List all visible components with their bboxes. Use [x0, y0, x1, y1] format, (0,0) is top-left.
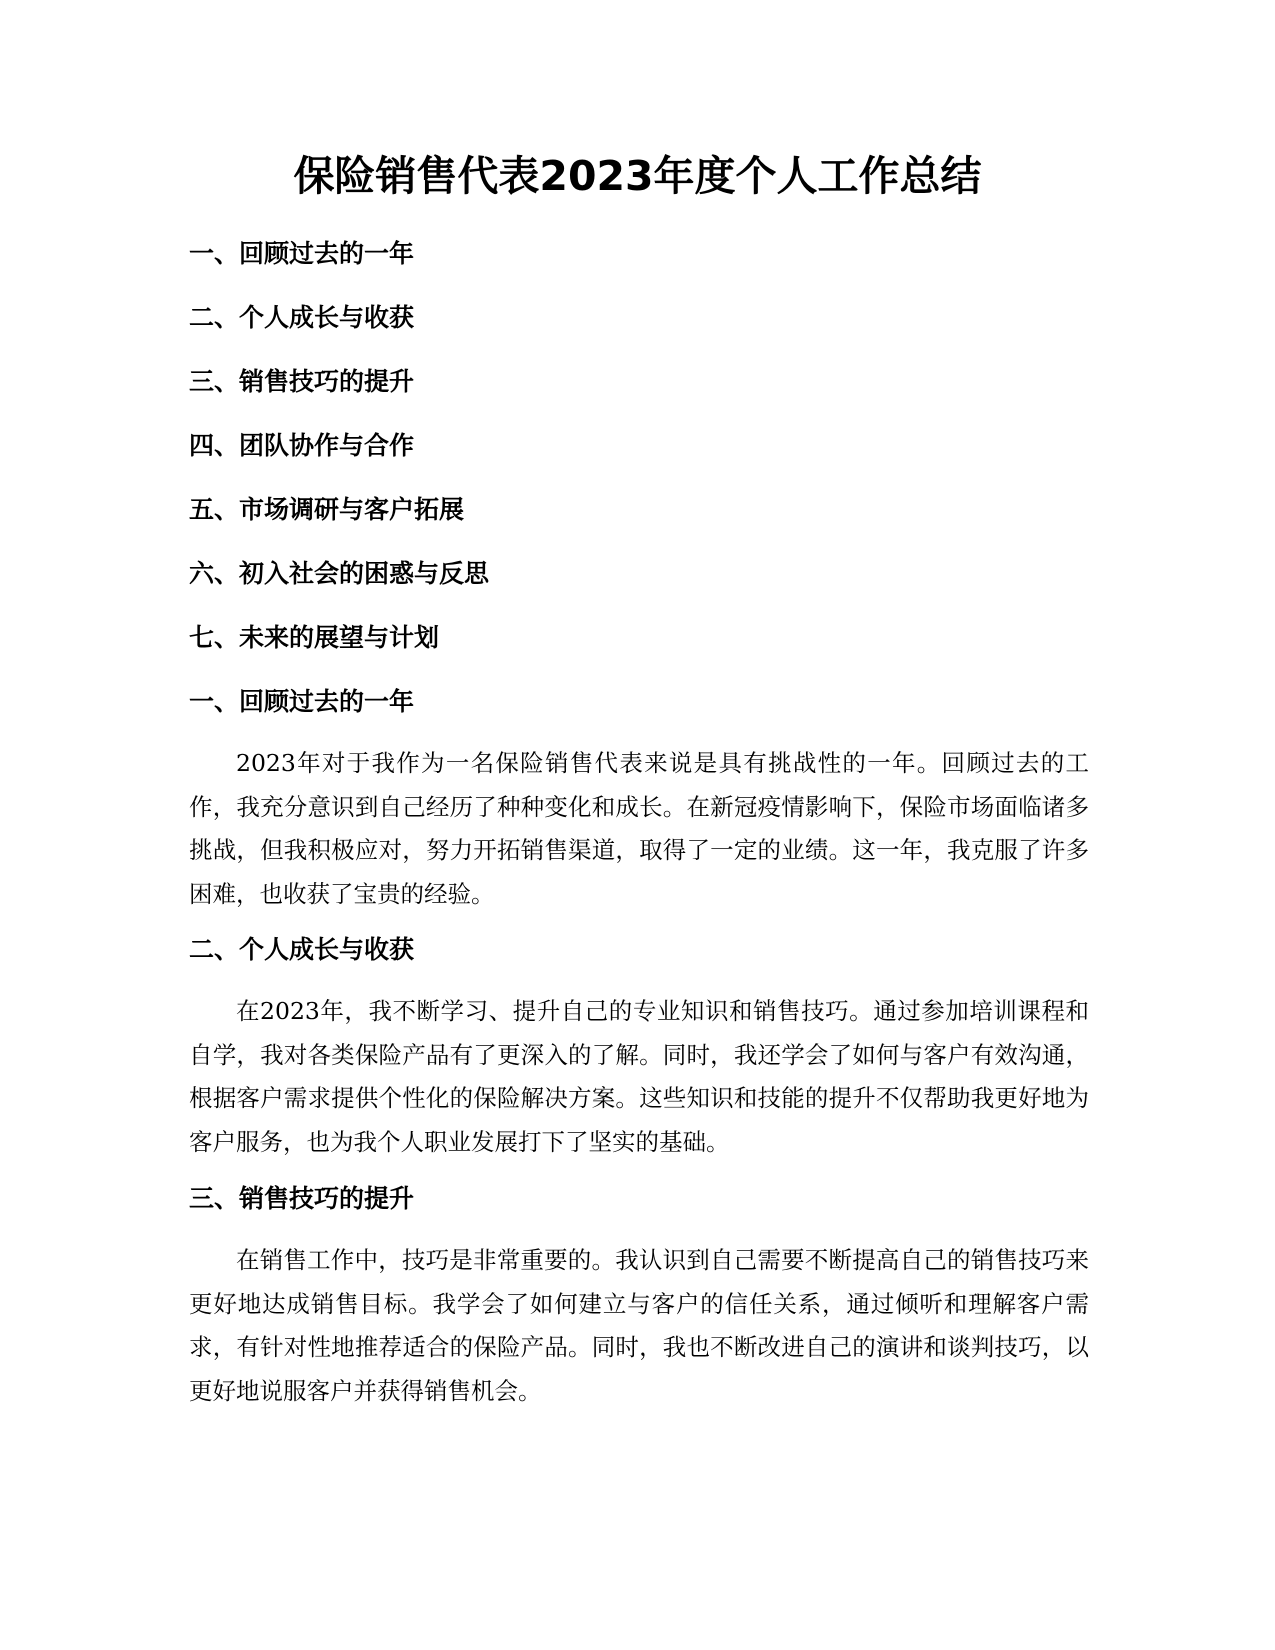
section-body-2: 在2023年，我不断学习、提升自己的专业知识和销售技巧。通过参加培训课程和自学，我对各类保险产品有了更深入的了解。同时，我还学会了如何与客户有效沟通，根据客户需求提供个性化的保险解决方案。这些知识和技能的提升不仅帮助我更好地为客户服务，也为我个人职业发展打下了坚实的基础。 [189, 997, 1089, 1156]
toc-item-5: 五、市场调研与客户拓展 [189, 495, 465, 524]
toc-item-6: 六、初入社会的困惑与反思 [189, 559, 490, 588]
section-body-1: 2023年对于我作为一名保险销售代表来说是具有挑战性的一年。回顾过去的工作，我充分意识到自己经历了种种变化和成长。在新冠疫情影响下，保险市场面临诸多挑战，但我积极应对，努力开拓销售渠道，取得了一定的业绩。这一年，我克服了许多困难，也收获了宝贵的经验。 [189, 749, 1089, 908]
section-heading-2: 二、个人成长与收获 [189, 935, 415, 964]
toc-item-7: 七、未来的展望与计划 [189, 623, 440, 652]
section-body-3: 在销售工作中，技巧是非常重要的。我认识到自己需要不断提高自己的销售技巧来更好地达成销售目标。我学会了如何建立与客户的信任关系，通过倾听和理解客户需求，有针对性地推荐适合的保险产品。同时，我也不断改进自己的演讲和谈判技巧，以更好地说服客户并获得销售机会。 [189, 1246, 1089, 1405]
section-heading-3: 三、销售技巧的提升 [189, 1184, 415, 1213]
document-title: 保险销售代表2023年度个人工作总结 [293, 152, 982, 200]
section-heading-1: 一、回顾过去的一年 [189, 687, 415, 716]
toc-item-1: 一、回顾过去的一年 [189, 239, 415, 268]
toc-item-2: 二、个人成长与收获 [189, 303, 415, 332]
toc-item-4: 四、团队协作与合作 [189, 431, 415, 460]
toc-item-3: 三、销售技巧的提升 [189, 367, 415, 396]
